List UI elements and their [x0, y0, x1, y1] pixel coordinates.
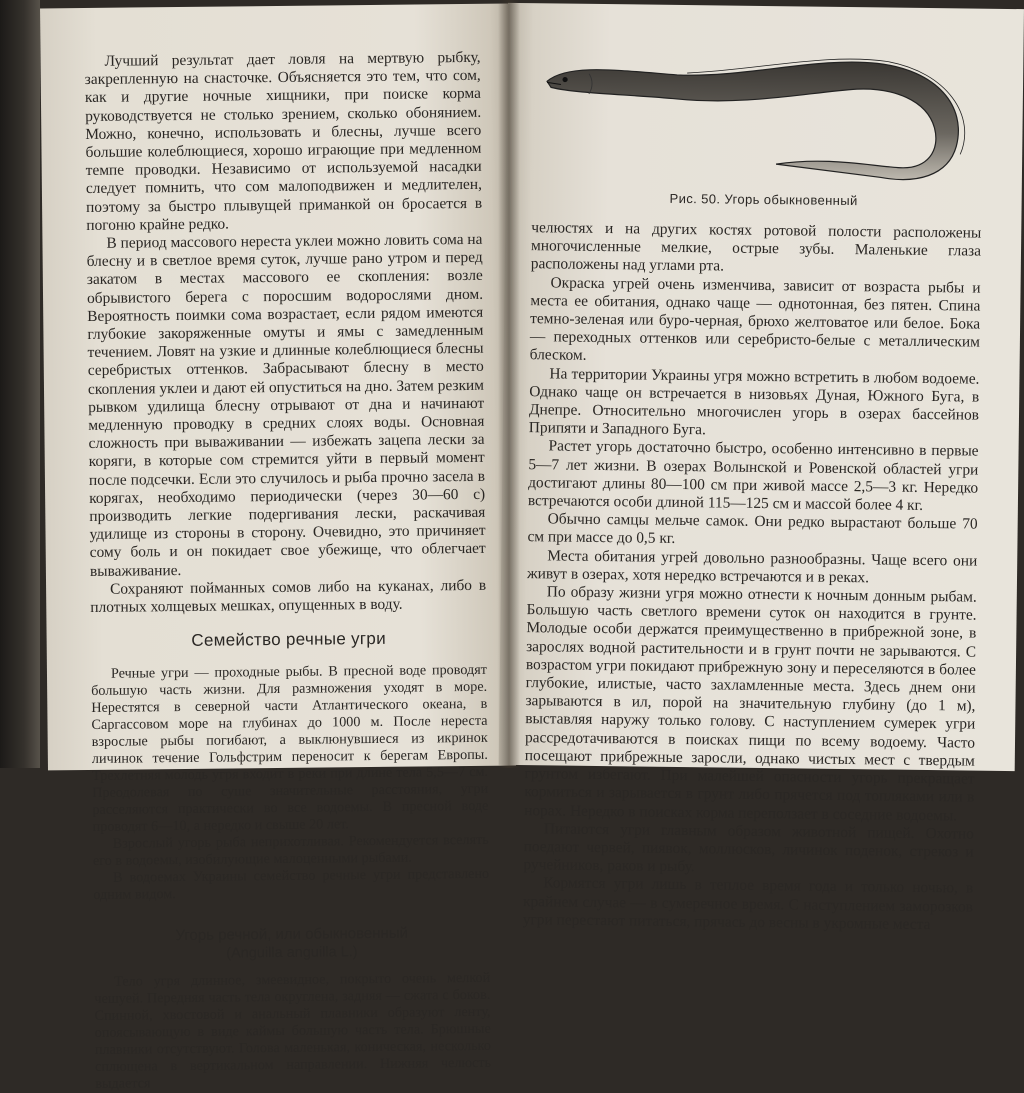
species-heading: Угорь речной, или обыкновенный: [175, 924, 409, 944]
paragraph: челюстях и на других костях ротовой полости расположены многочисленные мелкие, острые зубы. Маленькие глаза расположены над углами рта.: [530, 219, 982, 275]
paragraph: Питаются угри главным образом животной пищей. Охотно поедают червей, пиявок, моллюсков, личинок поденок, стрекоз и ручейников, раков и рыбу.: [523, 820, 975, 876]
paragraph: Обычно самцы мельче самок. Они редко вырастают больше 70 см при массе до 0,5 кг.: [527, 510, 978, 548]
section-heading: Семейство речные угри: [191, 629, 387, 651]
paragraph: Речные угри — проходные рыбы. В пресной воде проводят большую часть жизни. Для размножения уходят в море. Нерестятся в северной части Атлантического океана, в Саргассовом море на глубинах до 1000 м. После нереста взрослые рыбы погибают, а выклюнувшиеся из икринок личинок течение Гольфстрим переносит к берегам Европы. Трехлетняя молодь угря входит в реки при длине тела 5,5—7 см. Преодолевая по суше значительные расстояния, угри расселяются практически во все водоемы. В пресной воде проводят 6—10, а нередко и свыше 20 лет.: [91, 661, 489, 835]
right-page-text: [523, 219, 982, 934]
eel-body: [546, 58, 959, 180]
paragraph: Сохраняют пойманных сомов либо на куканах, либо в плотных холщевых мешках, опущенных в воду.: [90, 576, 487, 617]
section-paragraphs: [91, 661, 489, 903]
paragraph: По образу жизни угря можно отнести к ночным донным рыбам. Большую часть светлого времени суток он находится в грунте. Молодые особи держатся преимущественно в прибрежной зоне, в зарослях водной растительности и в грунт почти не зарываются. С возрастом угри покидают прибрежную зону и переселяются в более глубокие, илистые, часто захламленные места. Здесь днем они зарываются в ил, порой на значительную глубину (до 1 м), выставляя наружу только голову. С наступлением сумерек угри рассредотачиваются в поисках пищи по всему водоему. Часто посещают прибрежные заросли, однако чистых мест с твердым грунтом избегают. При малейшей опасности угорь прекращает кормиться и зарывается в грунт либо прячется под топляками или в норах. Нередко в поисках корма переползает в соседние водоемы.: [524, 583, 977, 824]
species-latin-name: (Anguilla anguilla L.): [226, 943, 358, 962]
paragraph: Лучший результат дает ловля на мертвую рыбку, закрепленную на снасточке. Объясняется это тем, что сом, как и другие ночные хищники, при поиске корма руководствуется не столько зрением, сколько обонянием. Можно, конечно, использовать и блесны, лучше всего большие колеблющиеся, хорошо играющие при медленном темпе проводки. Независимо от используемой насадки следует помнить, что сом малоподвижен и медлителен, поэтому за быстро плывущей приманкой он бросается в погоню крайне редко.: [84, 48, 483, 234]
paragraph: Тело угря длинное, змеевидное, покрыто очень мелкой чешуей. Передняя часть тела округлена, задняя — сжата с боков. Спинной, хвостовой и анальный плавники образуют ленту, опоясывающую в виде каймы большую часть тела. Брюшные плавники отсутствуют. Голова маленькая, коническая, несколько сплющена в вертикальном направлении. Нижняя челюсть выдается: [94, 969, 492, 1092]
right-page: [499, 3, 1024, 933]
paragraph: Растет угорь достаточно быстро, особенно интенсивно в первые 5—7 лет жизни. В озерах Волынской и Ровенской областей угри достигают длины 80—100 см при живой массе 2,5—3 кг. Нередко встречаются особи длиной 115—125 см и массой более 4 кг.: [527, 437, 979, 515]
eel-illustration: [536, 41, 978, 196]
paragraph: Взрослый угорь рыба неприхотливая. Рекомендуется вселять его в водоемы, изобилующие малоценными рыбами.: [92, 831, 489, 869]
paragraph: В период массового нереста уклеи можно ловить сома на блесну и в светлое время суток, лучше рано утром и перед закатом в местах массового ее скопления: возле обрывистого берега с поросшим водорослями дном. Вероятность поимки сома возрастает, если рядом имеются глубокие закоряженные омуты и ямы с замедленным течением. Ловят на узкие и длинные колеблющиеся блесны серебристых оттенков. Забрасывают блесну в место скопления уклеи и дают ей опуститься на дно. Затем резким рывком удилища блесну отрывают от дна и начинают медленную проводку в средних слоях воды. Основная сложность при вываживании — избежать зацепа лески за коряги, в которые сом стремится уйти в первый момент после подсечки. Если это случилось и рыба прочно засела в корягах, необходимо периодически (через 30—60 с) производить легкие подергивания лески, раскачивая удилище из стороны в сторону. Очевидно, это причиняет сому боль и он покидает свое убежище, что облегчает вываживание.: [86, 230, 486, 580]
paragraph: На территории Украины угря можно встретить в любом водоеме. Однако чаще он встречается в низовьях Дуная, Южного Буга, в Днепре. Относительно многочислен угорь в озерах бассейнов Припяти и Западного Буга.: [528, 365, 980, 439]
figure-caption: Рис. 50. Угорь обыкновенный: [669, 190, 858, 209]
species-paragraphs: [94, 970, 491, 1093]
paragraph: Окраска угрей очень изменчива, зависит от возраста рыбы и места ее обитания, однако чаще — однотонная, без пятен. Спина темно-зеленая или буро-черная, брюхо желтоватое или белое. Бока — переходных оттенков или серебристо-белые с металлическим блеском.: [529, 273, 981, 365]
left-page: [40, 4, 516, 1092]
paragraph: Места обитания угрей довольно разнообразны. Чаще всего они живут в озерах, хотя нередко встречаются и в реках.: [526, 547, 978, 587]
left-page-text: [84, 49, 491, 1093]
book-gutter: [498, 0, 520, 768]
left-top-paragraphs: [84, 49, 486, 617]
book-spine: [0, 0, 40, 768]
paragraph: Кормятся угри лишь в теплое время года и только ночью, в крайнем случае — в сумеречное время. С наступлением заморозков угри перестают питаться, прячась до весны в укромные места: [522, 874, 974, 933]
paragraph: В водоемах Украины семейство речные угри представлено одним видом.: [93, 865, 490, 903]
